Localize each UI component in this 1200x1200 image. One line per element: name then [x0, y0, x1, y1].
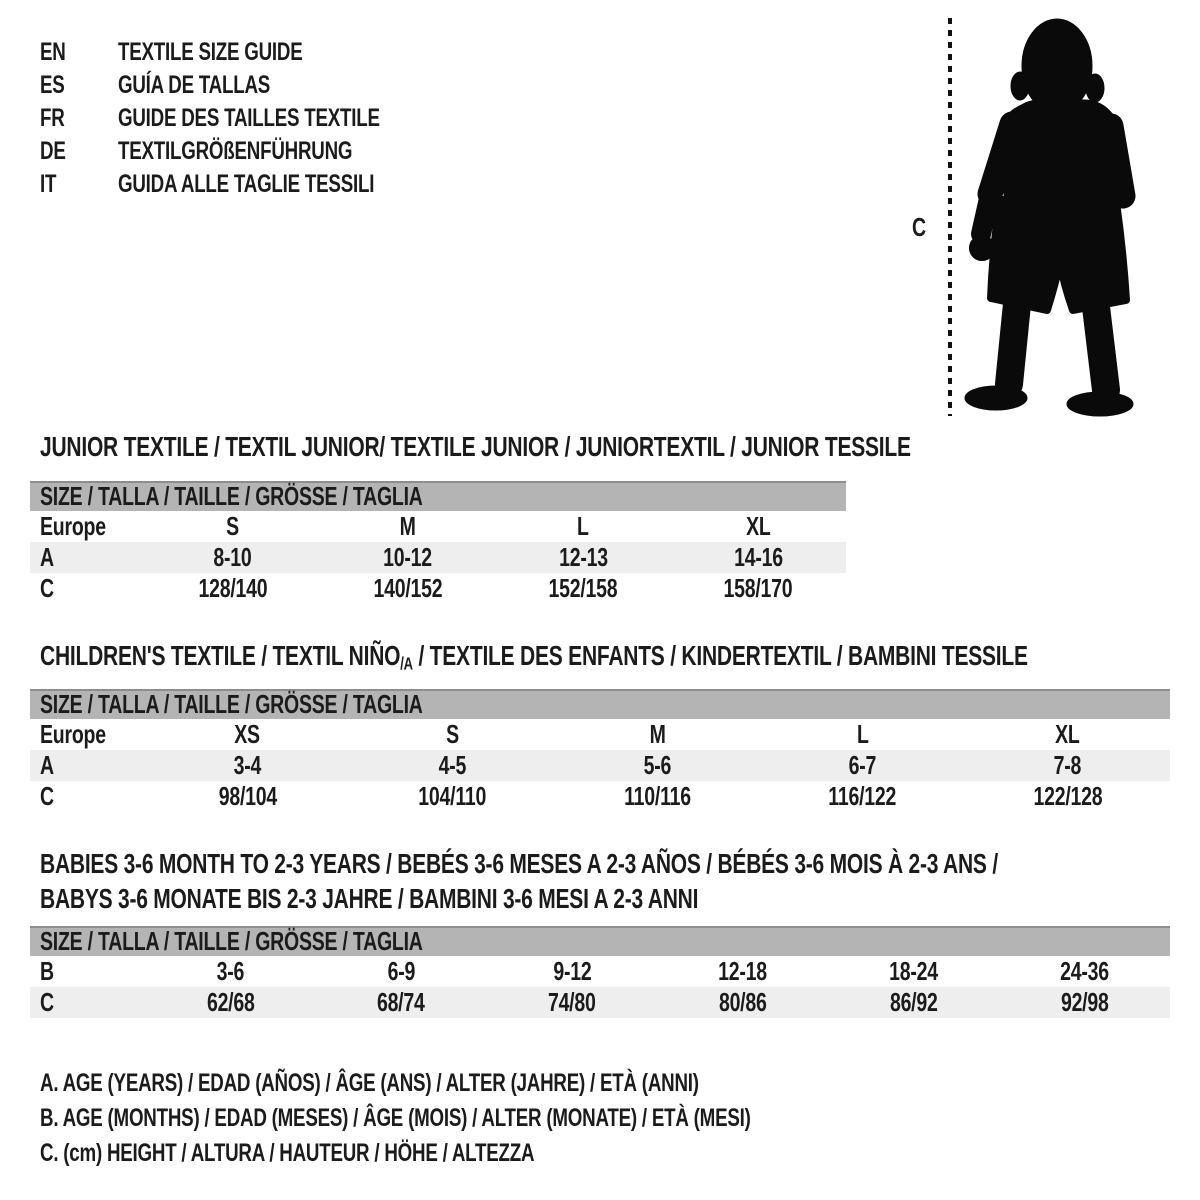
size-cell: L [856, 719, 869, 749]
legend-line-c: C. (cm) HEIGHT / ALTURA / HAUTEUR / HÖHE / ALTEZZA [40, 1139, 535, 1167]
age-cell: 6-9 [387, 956, 415, 986]
height-measure-dashed-line [948, 18, 952, 416]
junior-size-table [30, 481, 846, 604]
junior-section-title: JUNIOR TEXTILE / TEXTIL JUNIOR/ TEXTILE JUNIOR / JUNIORTEXTIL / JUNIOR TESSILE [40, 431, 911, 462]
height-cell: 74/80 [548, 987, 596, 1017]
height-cell: 62/68 [206, 987, 255, 1017]
age-cell: 24-36 [1060, 956, 1109, 986]
height-cell: 80/86 [719, 987, 767, 1017]
babies-section-title-line2: BABYS 3-6 MONATE BIS 2-3 JAHRE / BAMBINI 3-6 MESI A 2-3 ANNI [40, 883, 699, 914]
table-row [30, 750, 1170, 781]
size-header-bar [30, 926, 1170, 956]
language-list [40, 36, 467, 201]
table-row [30, 511, 846, 542]
size-header-bar [30, 481, 846, 511]
age-cell: 8-10 [213, 542, 252, 572]
language-label: GUIDA ALLE TAGLIE TESSILI [118, 170, 375, 198]
table-row [30, 781, 1170, 812]
language-label: GUIDE DES TAILLES TEXTILE [118, 104, 380, 132]
age-cell: 5-6 [643, 750, 672, 780]
height-cell: 92/98 [1060, 987, 1109, 1017]
height-cell: 86/92 [889, 987, 938, 1017]
children-section-title: CHILDREN'S TEXTILE / TEXTIL $NIÑO_{/A}$ / TEXTILE DES ENFANTS / KINDERTEXTIL / BAMBINI TESSILE [40, 640, 1028, 674]
size-cell: S [226, 511, 240, 541]
size-header-bar [30, 689, 1170, 719]
toddler-silhouette-icon [960, 12, 1145, 422]
size-cell: M [399, 511, 416, 541]
height-cell: 98/104 [218, 781, 277, 811]
babies-size-table [30, 926, 1170, 1018]
size-header-label: SIZE / TALLA / TAILLE / GRÖSSE / TAGLIA [40, 926, 423, 956]
language-code: FR [40, 104, 65, 132]
legend-line-b: B. AGE (MONTHS) / EDAD (MESES) / ÂGE (MOIS) / ALTER (MONATE) / ETÀ (MESI) [40, 1104, 751, 1132]
height-measure-label: C [912, 212, 926, 242]
row-label: C [40, 573, 54, 603]
age-cell: 3-4 [233, 750, 262, 780]
height-cell: 68/74 [377, 987, 426, 1017]
language-code: IT [40, 170, 57, 198]
height-cell: 128/140 [198, 573, 268, 603]
height-cell: 140/152 [373, 573, 443, 603]
size-cell: XL [1055, 719, 1080, 749]
size-cell: M [649, 719, 666, 749]
children-size-table [30, 689, 1170, 812]
nino-a-subscript: /A [400, 653, 413, 674]
height-cell: 158/170 [723, 573, 793, 603]
table-row [30, 719, 1170, 750]
row-label: Europe [40, 511, 106, 541]
language-row [40, 102, 467, 135]
age-cell: 3-6 [216, 956, 245, 986]
row-label: C [40, 781, 54, 811]
row-label: B [40, 956, 54, 986]
age-cell: 18-24 [889, 956, 939, 986]
age-cell: 6-7 [848, 750, 877, 780]
height-cell: 122/128 [1033, 781, 1102, 811]
size-cell: XL [746, 511, 771, 541]
language-row [40, 168, 467, 201]
row-label: A [40, 542, 54, 572]
age-cell: 4-5 [438, 750, 467, 780]
table-row [30, 956, 1170, 987]
legend-line-a: A. AGE (YEARS) / EDAD (AÑOS) / ÂGE (ANS) / ALTER (JAHRE) / ETÀ (ANNI) [40, 1069, 699, 1097]
size-header-label: SIZE / TALLA / TAILLE / GRÖSSE / TAGLIA [40, 689, 423, 719]
height-cell: 104/110 [418, 781, 487, 811]
language-code: ES [40, 71, 65, 99]
size-cell: L [577, 511, 589, 541]
language-label: TEXTILGRÖßENFÜHRUNG [118, 137, 353, 165]
language-code: DE [40, 137, 66, 165]
legend [40, 1066, 988, 1171]
row-label: Europe [40, 719, 106, 749]
age-cell: 12-13 [558, 542, 608, 572]
babies-section-title-line1: BABIES 3-6 MONTH TO 2-3 YEARS / BEBÉS 3-6 MESES A 2-3 AÑOS / BÉBÉS 3-6 MOIS À 2-3 ANS / [40, 848, 998, 879]
age-cell: 12-18 [718, 956, 768, 986]
table-row [30, 573, 846, 604]
size-cell: S [446, 719, 459, 749]
height-cell: 152/158 [548, 573, 618, 603]
height-cell: 110/116 [624, 781, 691, 811]
language-label: GUÍA DE TALLAS [118, 71, 271, 99]
age-cell: 10-12 [383, 542, 433, 572]
size-header-label: SIZE / TALLA / TAILLE / GRÖSSE / TAGLIA [40, 481, 423, 511]
table-row [30, 542, 846, 573]
row-label: A [40, 750, 54, 780]
row-label: C [40, 987, 54, 1017]
language-row [40, 36, 467, 69]
language-row [40, 69, 467, 102]
size-cell: XS [234, 719, 261, 749]
language-code: EN [40, 38, 66, 66]
language-row [40, 135, 467, 168]
age-cell: 7-8 [1053, 750, 1082, 780]
age-cell: 14-16 [734, 542, 783, 572]
height-cell: 116/122 [828, 781, 897, 811]
age-cell: 9-12 [552, 956, 592, 986]
language-label: TEXTILE SIZE GUIDE [118, 38, 303, 66]
table-row [30, 987, 1170, 1018]
